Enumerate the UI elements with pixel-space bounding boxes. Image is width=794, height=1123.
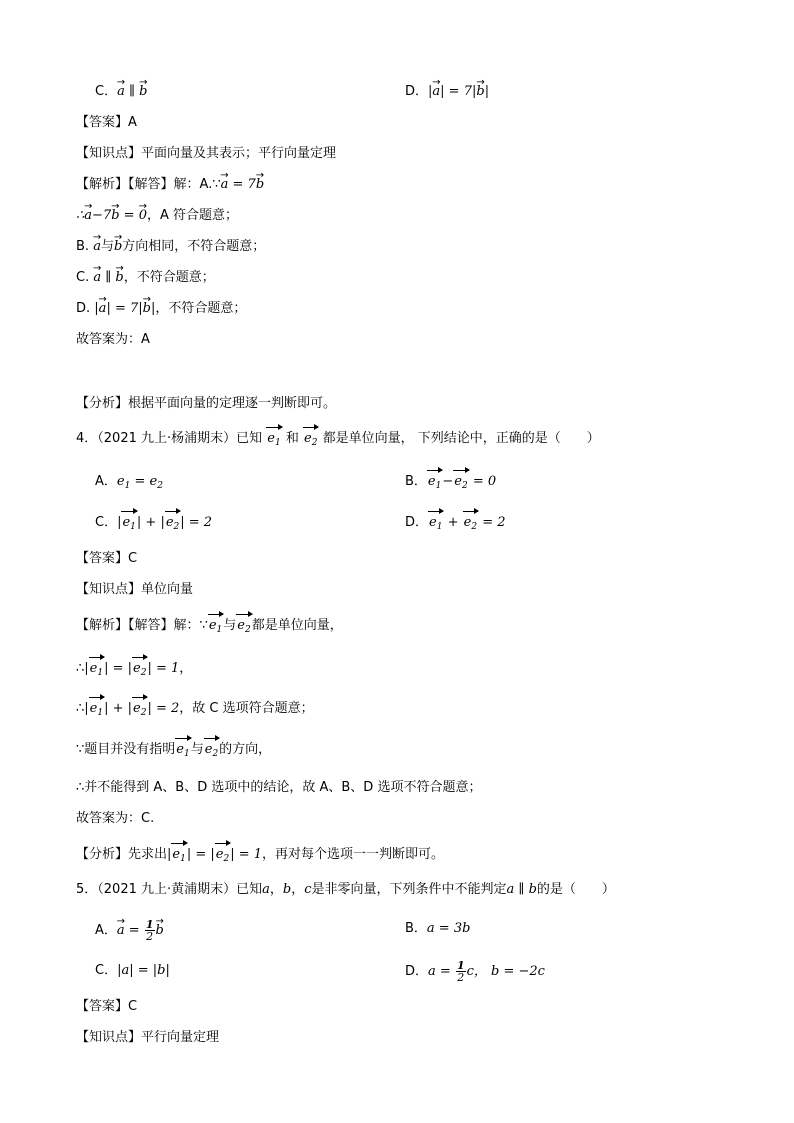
q3-conclusion: 故答案为：A (76, 332, 150, 347)
q4-stem: 4．（2021 九上·杨浦期末）已知 $e_1$ 和 $e_2$ 都是单位向量， 下列结论中，正确的是（ ） (76, 430, 600, 452)
q5-stem: 5．（2021 九上·黄浦期末）已知a，b，c是非零向量，下列条件中不能判定a ∥ b的是（ ） (76, 882, 615, 897)
q3-solution-line-2: ∴→ a−7→ b = → 0，A 符合题意； (76, 207, 238, 225)
q3-solution-line-1: 【解析】【解答】解：A.∵→ a = 7→ b (76, 176, 264, 194)
q4-option-c: C．$|e_1| + |e_2| = 2$ (95, 514, 212, 536)
q3-solution-line-5: D. |→ a| = 7|→ b|，不符合题意； (76, 300, 246, 318)
q4-answer-line: 【答案】C (76, 551, 138, 566)
q3-solution-line-3: B. → a与→ b方向相同，不符合题意； (76, 238, 265, 256)
answer-value: A (128, 115, 137, 130)
q4-solution-line-5: ∴并不能得到 A、B、D 选项中的结论，故 A、B、D 选项不符合题意； (76, 780, 482, 795)
q5-knowledge-line: 【知识点】平行向量定理 (76, 1030, 220, 1045)
q4-solution-line-2: $\therefore|e_1| = |e_2| = 1$， (76, 660, 192, 682)
q5-option-b: B．a = 3b (405, 921, 471, 936)
q4-solution-line-3: $\therefore|e_1| + |e_2| = 2$，故 C 选项符合题意； (76, 700, 314, 722)
q4-solution-line-1: 【解析】【解答】解：$\because e_1$与$e_2$都是单位向量， (76, 617, 343, 639)
q3-option-c: C．→ a ∥ → b (95, 83, 147, 101)
q3-option-d: D．|→ a| = 7|→ b| (405, 83, 489, 101)
q3-analysis: 【分析】根据平面向量的定理逐一判断即可。 (76, 396, 337, 411)
q5-option-d: D．a = $\frac{1}{2}$ c， b = −2c (405, 959, 545, 984)
q5-option-c: C．|a| = |b| (95, 963, 170, 978)
q5-option-a: A．→ a = $\frac{1}{2}$ → b (95, 919, 164, 942)
q4-conclusion: 故答案为：C. (76, 811, 155, 826)
q5-answer-line: 【答案】C (76, 999, 138, 1014)
q4-option-d: D．$e_1 + e_2 = 2$ (405, 514, 506, 536)
q4-option-b: B．$e_1-e_2 = 0$ (405, 473, 496, 495)
q4-option-a: A．$e_1 = e_2$ (95, 474, 163, 491)
q3-solution-line-4: C. → a ∥ → b，不符合题意； (76, 269, 215, 287)
q4-solution-line-4: ∵题目并没有指明$e_1$与$e_2$的方向， (76, 741, 271, 763)
q3-answer-line (76, 114, 137, 132)
q4-analysis: 【分析】先求出$|e_1| = |e_2| = 1$，再对每个选项一一判断即可。 (76, 846, 444, 868)
q4-knowledge-line: 【知识点】单位向量 (76, 582, 194, 597)
q3-knowledge-line: 【知识点】平面向量及其表示；平行向量定理 (76, 146, 337, 161)
answer-tag: 【答案】 (76, 115, 129, 130)
